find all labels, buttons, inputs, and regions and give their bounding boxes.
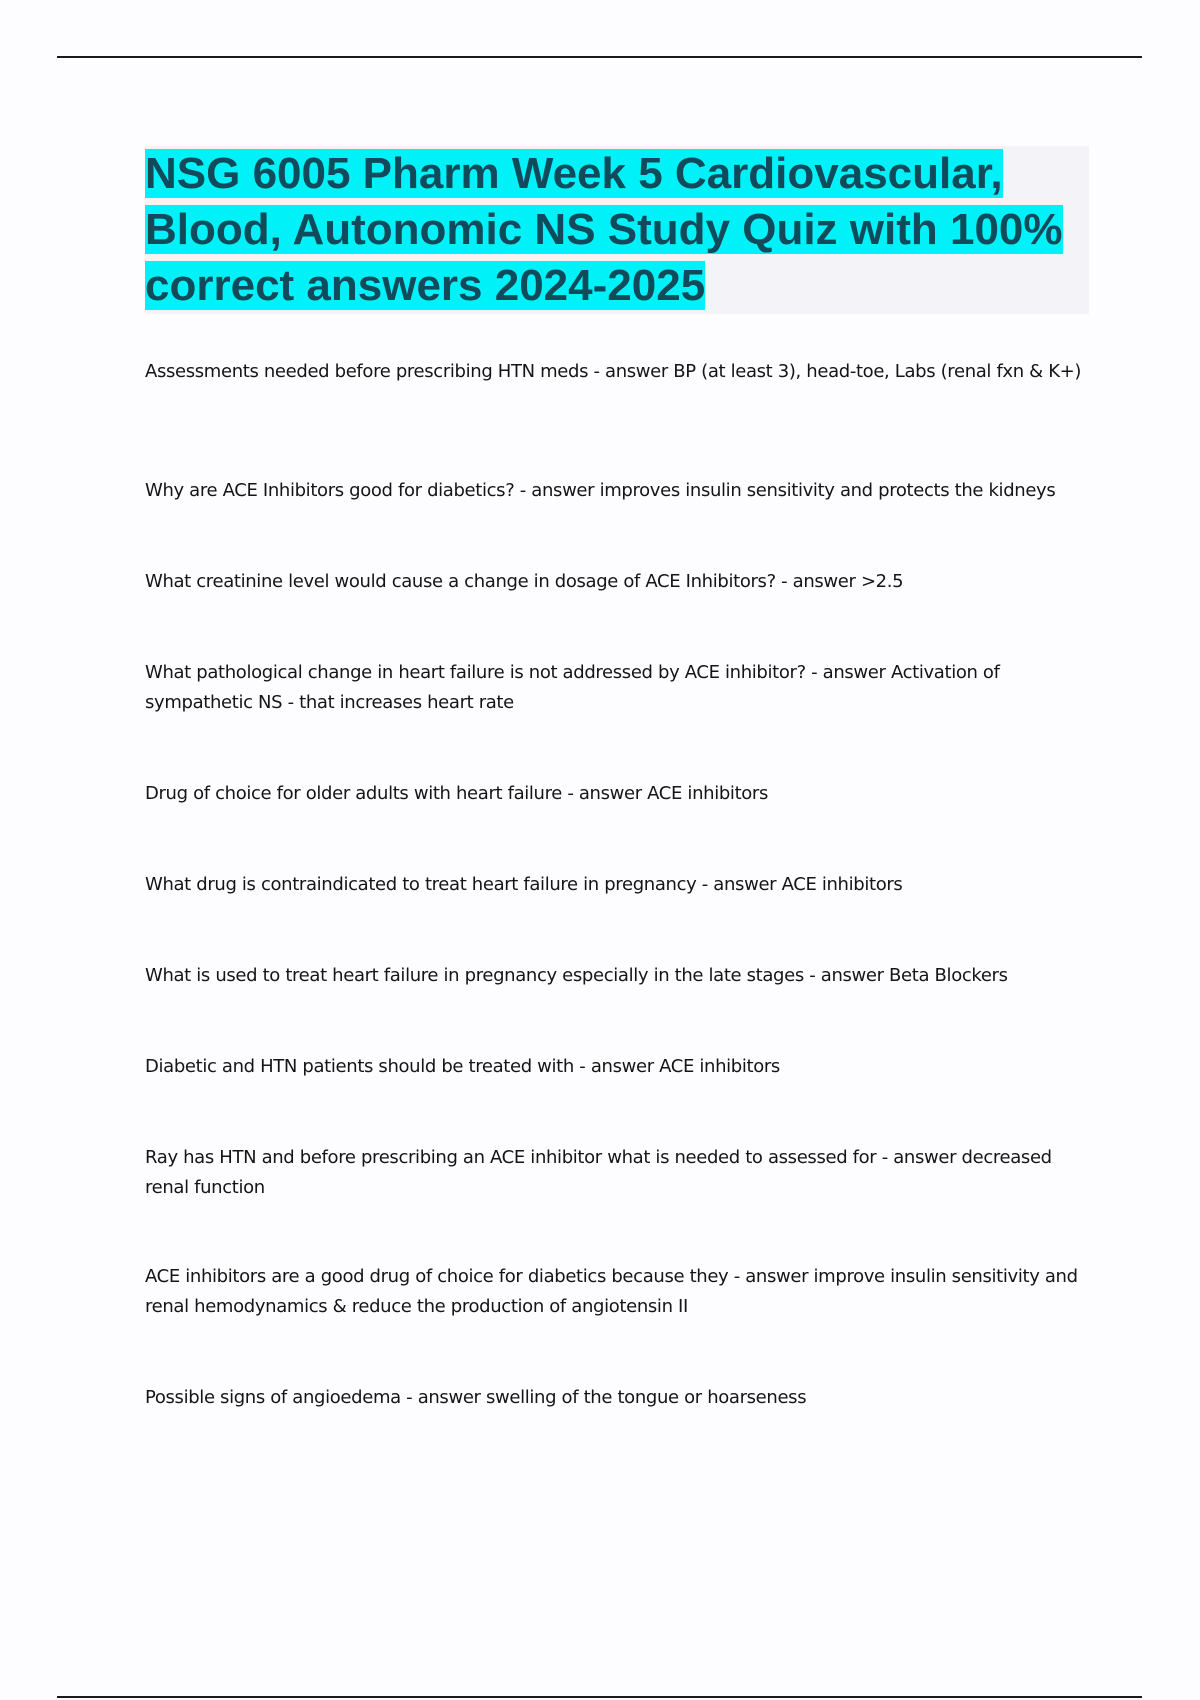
- qa-item-11: Possible signs of angioedema - answer swelling of the tongue or hoarseness: [145, 1387, 807, 1408]
- top-rule: [57, 56, 1142, 58]
- document-title: [145, 146, 1089, 314]
- bottom-rule: [57, 1696, 1142, 1698]
- qa-item-9: Ray has HTN and before prescribing an ACE inhibitor what is needed to assessed for - answer decreased renal function: [145, 1147, 1052, 1198]
- qa-item-8: Diabetic and HTN patients should be treated with - answer ACE inhibitors: [145, 1056, 780, 1077]
- qa-item-3: What creatinine level would cause a change in dosage of ACE Inhibitors? - answer >2.5: [145, 571, 904, 592]
- qa-item-1: Assessments needed before prescribing HTN meds - answer BP (at least 3), head-toe, Labs (renal fxn & K+): [145, 361, 1082, 382]
- qa-item-10: ACE inhibitors are a good drug of choice for diabetics because they - answer improve insulin sensitivity and renal hemodynamics & reduce the production of angiotensin II: [145, 1266, 1078, 1317]
- qa-item-4: What pathological change in heart failure is not addressed by ACE inhibitor? - answer Activation of sympathetic NS - that increases heart rate: [145, 662, 1000, 713]
- qa-item-5: Drug of choice for older adults with heart failure - answer ACE inhibitors: [145, 783, 769, 804]
- qa-item-2: Why are ACE Inhibitors good for diabetics? - answer improves insulin sensitivity and protects the kidneys: [145, 480, 1056, 501]
- title-highlight: NSG 6005 Pharm Week 5 Cardiovascular, Blood, Autonomic NS Study Quiz with 100% correct answers 2024-2025: [145, 149, 1063, 310]
- qa-item-7: What is used to treat heart failure in pregnancy especially in the late stages - answer Beta Blockers: [145, 965, 1008, 986]
- qa-item-6: What drug is contraindicated to treat heart failure in pregnancy - answer ACE inhibitors: [145, 874, 903, 895]
